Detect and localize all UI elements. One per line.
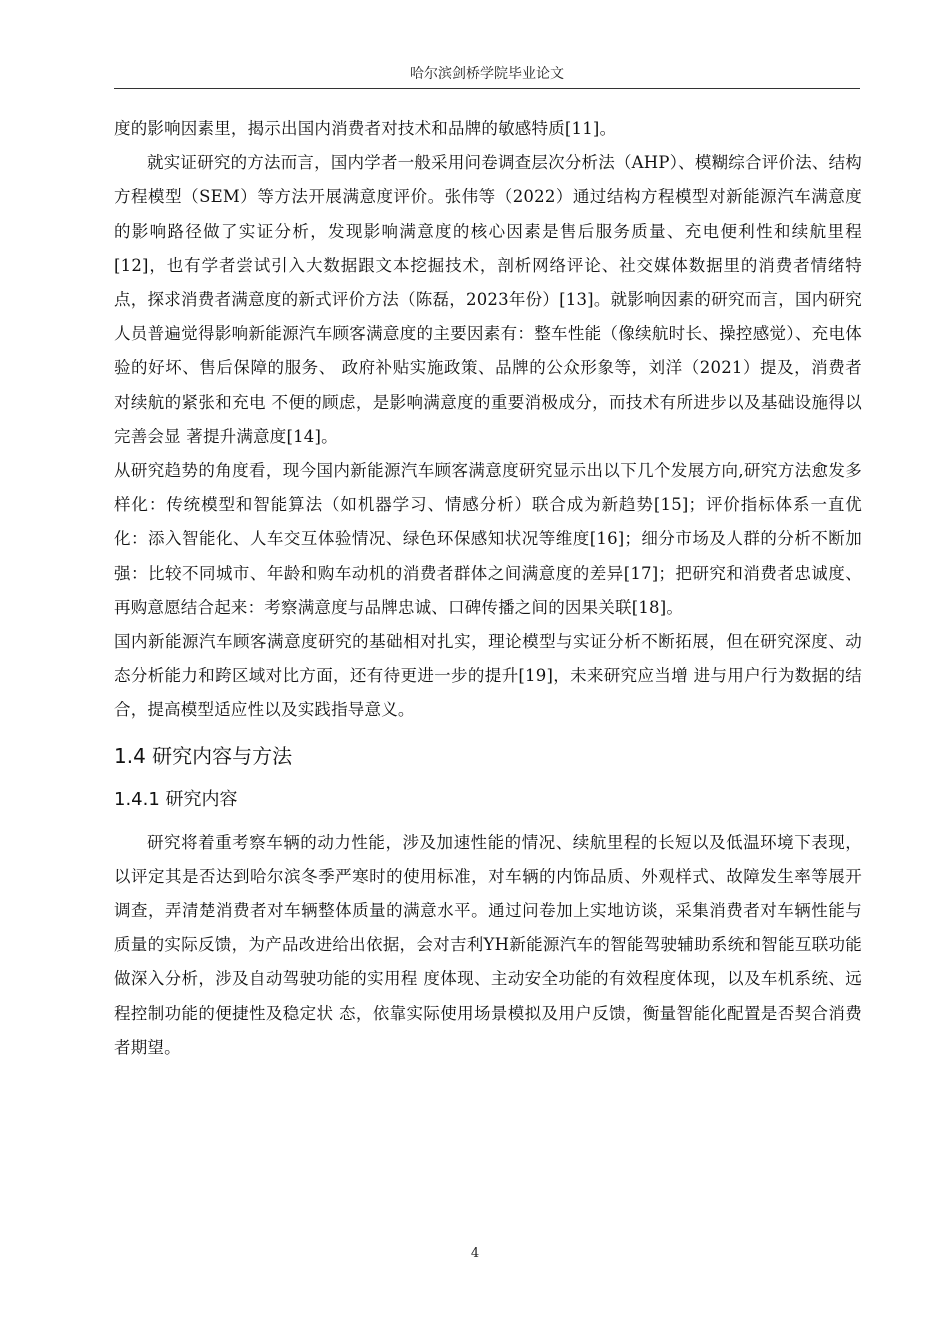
page-header [114,62,860,89]
header-title: 哈尔滨剑桥学院毕业论文 [410,66,564,82]
page-number: 4 [470,1246,480,1261]
document-body [114,112,862,1065]
subsection-heading: 1.4.1 研究内容 [114,788,238,810]
paragraph-research-content: 研究将着重考察车辆的动力性能，涉及加速性能的情况、续航里程的长短以及低温环境下表现，以评定其是否达到哈尔滨冬季严寒时的使用标准，对车辆的内饰品质、外观样式、故障发生率等展开调查，弄清楚消费者对车辆整体质量的满意水平。通过问卷加上实地访谈，采集消费者对车辆性能与质量的实际反馈，为产品改进给出依据，会对吉利YH新能源汽车的智能驾驶辅助系统和智能互联功能做深入分析，涉及自动驾驶功能的实用程 度体现、主动安全功能的有效程度体现，以及车机系统、远程控制功能的便捷性及稳定状 态，依靠实际使用场景模拟及用户反馈，衡量智能化配置是否契合消费者期望。 [114,832,862,1057]
paragraph-empirical-methods: 就实证研究的方法而言，国内学者一般采用问卷调查层次分析法（AHP）、模糊综合评价法、结构方程模型（SEM）等方法开展满意度评价。张伟等（2022）通过结构方程模型对新能源汽车满意度的影响路径做了实证分析，发现影响满意度的核心因素是售后服务质量、充电便利性和续航里程[12]，也有学者尝试引入大数据跟文本挖掘技术，剖析网络评论、社交媒体数据里的消费者情绪特点，探求消费者满意度的新式评价方法（陈磊，2023年份）[13]。就影响因素的研究而言，国内研究人员普遍觉得影响新能源汽车顾客满意度的主要因素有：整车性能（像续航时长、操控感觉）、充电体验的好坏、售后保障的服务、 政府补贴实施政策、品牌的公众形象等，刘洋（2021）提及，消费者对续航的紧张和充电 不便的顾虑，是影响满意度的重要消极成分，而技术有所进步以及基础设施得以完善会显 著提升满意度[14]。 [114,153,862,446]
paragraph-summary: 国内新能源汽车顾客满意度研究的基础相对扎实，理论模型与实证分析不断拓展，但在研究深度、动态分析能力和跨区域对比方面，还有待更进一步的提升[19]，未来研究应当增 进与用户行为数据的结合，提高模型适应性以及实践指导意义。 [114,632,862,720]
paragraph-research-trends: 从研究趋势的角度看，现今国内新能源汽车顾客满意度研究显示出以下几个发展方向,研究方法愈发多样化：传统模型和智能算法（如机器学习、情感分析）联合成为新趋势[15]；评价指标体系一直优化：添入智能化、人车交互体验情况、绿色环保感知状况等维度[16]；细分市场及人群的分析不断加强：比较不同城市、年龄和购车动机的消费者群体之间满意度的差异[17]；把研究和消费者忠诚度、再购意愿结合起来：考察满意度与品牌忠诚、口碑传播之间的因果关联[18]。 [114,461,862,617]
paragraph-continuation: 度的影响因素里，揭示出国内消费者对技术和品牌的敏感特质[11]。 [114,119,617,138]
section-heading: 1.4 研究内容与方法 [114,743,293,768]
